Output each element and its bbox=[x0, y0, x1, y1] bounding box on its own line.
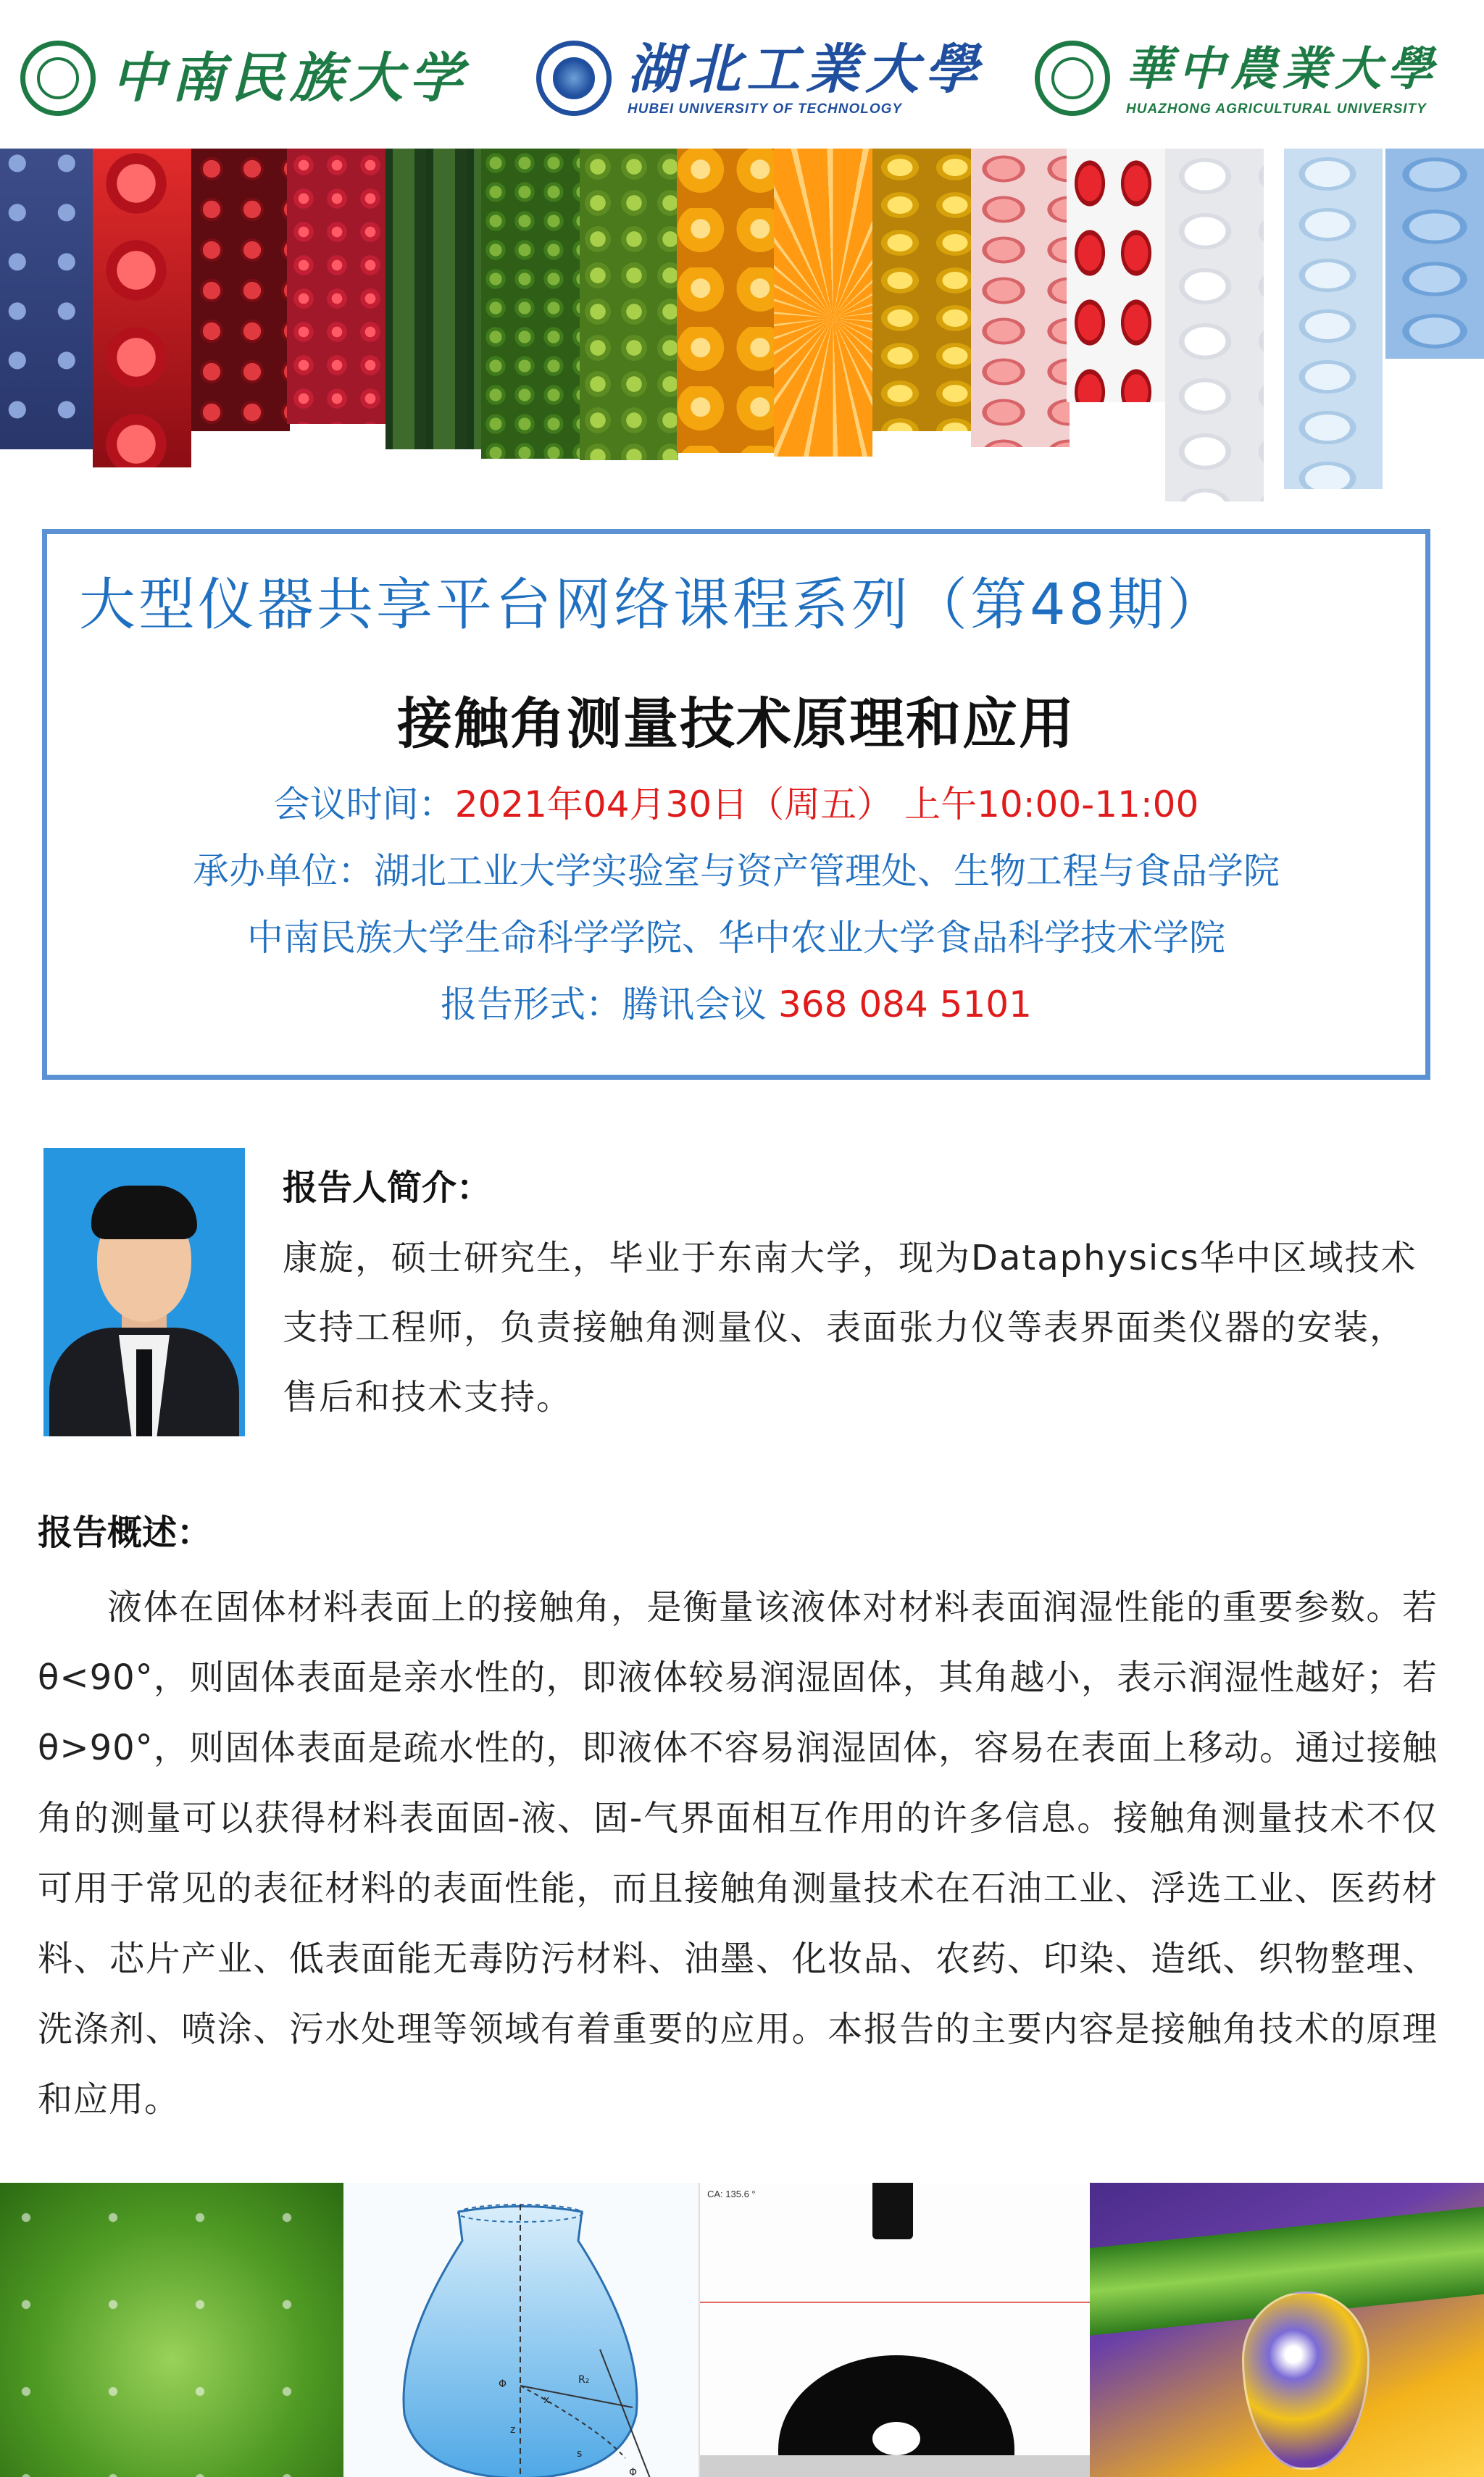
contact-angle-measurement-photo bbox=[699, 2183, 1091, 2477]
meeting-time-value: 2021年04月30日（周五） 上午10:00-11:00 bbox=[454, 783, 1199, 825]
red-berries-photo bbox=[191, 149, 290, 431]
university-seal-icon bbox=[1035, 41, 1110, 116]
leaf-droplet-macro-photo bbox=[1090, 2183, 1484, 2477]
diagram-label-phi-bottom: Φ bbox=[629, 2467, 638, 2477]
format-label: 报告形式： bbox=[441, 983, 622, 1025]
diagram-label-x: x bbox=[543, 2394, 550, 2406]
softgel-capsules-photo bbox=[872, 149, 971, 431]
blueberries-photo bbox=[0, 149, 99, 449]
abstract-heading: 报告概述： bbox=[38, 1512, 212, 1553]
logo-hubei-university-of-technology bbox=[536, 35, 984, 122]
light-blue-tablets-photo bbox=[1284, 149, 1383, 489]
pink-tablets-photo bbox=[971, 149, 1070, 447]
university-seal-icon bbox=[536, 41, 612, 116]
logo-name-cn: 湖北工業大學 bbox=[628, 38, 984, 101]
cucumber-photo bbox=[385, 149, 484, 449]
event-info-box bbox=[42, 529, 1430, 1080]
logo-name-en: HUAZHONG AGRICULTURAL UNIVERSITY bbox=[1126, 101, 1427, 117]
host-organizers bbox=[47, 847, 1425, 895]
contact-angle-readout: CA: 135.6 ° bbox=[707, 2189, 756, 2199]
logo-name-cn: 中南民族大学 bbox=[112, 47, 468, 109]
meeting-id: 368 084 5101 bbox=[778, 983, 1032, 1025]
cherry-photo bbox=[93, 149, 191, 467]
diagram-label-z: z bbox=[510, 2424, 516, 2436]
raspberries-photo bbox=[287, 149, 385, 424]
banner-photo-strip bbox=[0, 149, 1484, 501]
logo-huazhong-agricultural-university bbox=[1035, 35, 1439, 122]
blue-tablets-photo bbox=[1385, 149, 1484, 359]
speaker-portrait bbox=[43, 1148, 245, 1436]
host-value-line-2: 中南民族大学生命科学学院、华中农业大学食品科学技术学院 bbox=[247, 917, 1225, 959]
format-value: 腾讯会议 bbox=[622, 983, 778, 1025]
lotus-leaf-water-droplets-photo bbox=[0, 2183, 343, 2477]
host-label: 承办单位： bbox=[193, 850, 374, 892]
series-title: 大型仪器共享平台网络课程系列（第48期） bbox=[79, 573, 1227, 638]
diagram-label-phi: Φ bbox=[499, 2378, 507, 2390]
substrate-surface bbox=[700, 2455, 1091, 2477]
university-seal-icon bbox=[20, 41, 96, 116]
hanging-droplet bbox=[1242, 2291, 1370, 2470]
yellow-fruit-photo bbox=[677, 149, 775, 453]
logo-name-cn: 華中農業大學 bbox=[1126, 42, 1439, 96]
logo-header bbox=[0, 0, 1484, 149]
talk-title: 接触角测量技术原理和应用 bbox=[397, 691, 1075, 756]
dispensing-needle bbox=[872, 2183, 913, 2239]
meeting-time bbox=[47, 780, 1425, 828]
speaker-bio: 康旋，硕士研究生，毕业于东南大学，现为Dataphysics华中区域技术支持工程师，负责接触角测量仪、表面张力仪等表界面类仪器的安装，售后和技术支持。 bbox=[283, 1238, 1417, 1417]
drop-profile-diagram bbox=[383, 2197, 658, 2477]
white-pills-photo bbox=[1165, 149, 1264, 501]
logo-name-en: HUBEI UNIVERSITY OF TECHNOLOGY bbox=[628, 101, 903, 117]
speaker-heading: 报告人简介： bbox=[283, 1167, 492, 1208]
diagram-label-r2: R₂ bbox=[578, 2374, 590, 2386]
host-value-line-1: 湖北工业大学实验室与资产管理处、生物工程与食品学院 bbox=[374, 850, 1280, 892]
broccoli-photo bbox=[481, 149, 580, 459]
logo-south-central-minzu-university bbox=[20, 35, 468, 122]
red-capsules-photo bbox=[1067, 149, 1165, 402]
greens-photo bbox=[580, 149, 678, 460]
meeting-time-label: 会议时间： bbox=[273, 783, 455, 825]
diagram-label-s: s bbox=[577, 2448, 583, 2460]
meeting-format bbox=[47, 981, 1425, 1028]
orange-slice-photo bbox=[774, 149, 872, 457]
abstract-text: 液体在固体材料表面上的接触角，是衡量该液体对材料表面润湿性能的重要参数。若θ<90°，则固体表面是亲水性的，即液体较易润湿固体，其角越小，表示润湿性越好；若θ>90°，则固体表面是疏水性的，即液体不容易润湿固体，容易在表面上移动。通过接触角的测量可以获得材料表面固-液、固-气界面相互作用的许多信息。接触角测量技术不仅可用于常见的表征材料的表面性能，而且接触角测量技术在石油工业、浮选工业、医药材料、芯片产业、低表面能无毒防污材料、油墨、化妆品、农药、印染、造纸、织物整理、洗涤剂、喷涂、污水处理等领域有着重要的应用。本报告的主要内容是接触角技术的原理和应用。 bbox=[38, 1587, 1438, 2120]
sessile-drop-diagram bbox=[343, 2183, 699, 2477]
baseline-marker bbox=[700, 2302, 1091, 2303]
